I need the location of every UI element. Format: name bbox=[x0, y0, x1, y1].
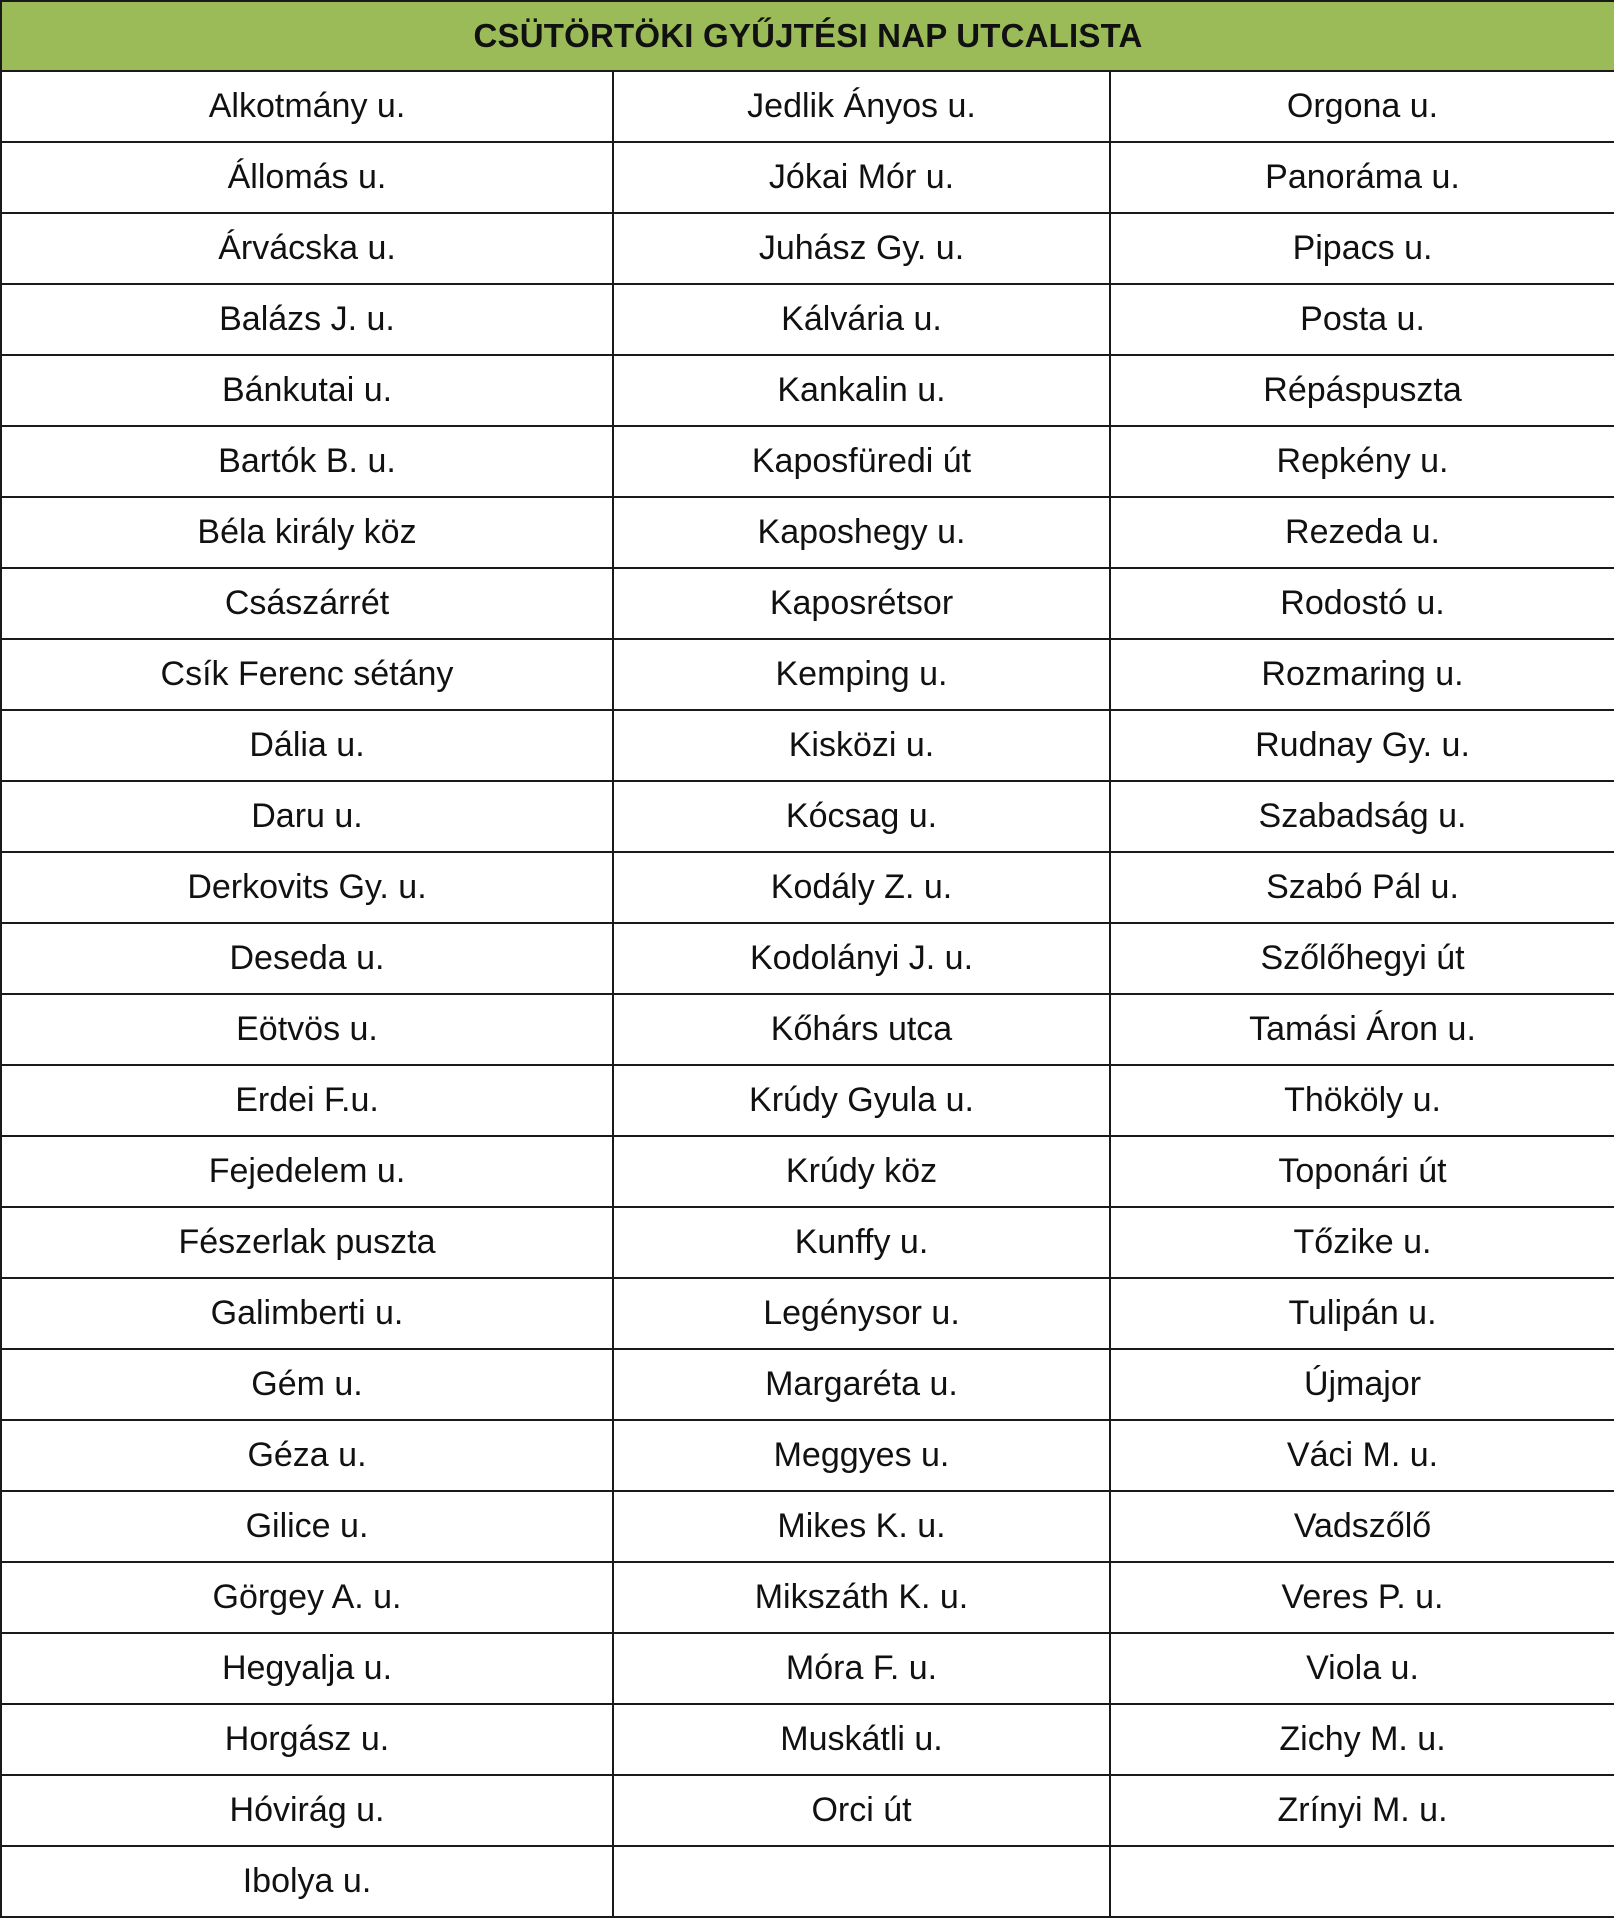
street-name-cell: Váci M. u. bbox=[1110, 1420, 1614, 1491]
header-row bbox=[1, 1, 1614, 71]
street-name-cell: Kisközi u. bbox=[613, 710, 1110, 781]
street-name-cell: Erdei F.u. bbox=[1, 1065, 613, 1136]
street-name-cell: Árvácska u. bbox=[1, 213, 613, 284]
street-name-cell: Orci út bbox=[613, 1775, 1110, 1846]
street-name-cell: Alkotmány u. bbox=[1, 71, 613, 142]
street-name-cell: Szőlőhegyi út bbox=[1110, 923, 1614, 994]
street-name-cell: Hóvirág u. bbox=[1, 1775, 613, 1846]
street-name-cell: Orgona u. bbox=[1110, 71, 1614, 142]
street-name-cell: Mikes K. u. bbox=[613, 1491, 1110, 1562]
street-name-cell: Rezeda u. bbox=[1110, 497, 1614, 568]
street-name-cell: Galimberti u. bbox=[1, 1278, 613, 1349]
street-name-cell: Zichy M. u. bbox=[1110, 1704, 1614, 1775]
street-name-cell: Újmajor bbox=[1110, 1349, 1614, 1420]
street-name-cell: Kócsag u. bbox=[613, 781, 1110, 852]
street-name-cell: Panoráma u. bbox=[1110, 142, 1614, 213]
street-name-cell: Toponári út bbox=[1110, 1136, 1614, 1207]
table-row bbox=[1, 1704, 1614, 1775]
street-name-cell: Rudnay Gy. u. bbox=[1110, 710, 1614, 781]
street-name-cell: Posta u. bbox=[1110, 284, 1614, 355]
street-name-cell: Szabadság u. bbox=[1110, 781, 1614, 852]
street-name-cell: Kodály Z. u. bbox=[613, 852, 1110, 923]
street-name-cell: Bartók B. u. bbox=[1, 426, 613, 497]
street-name-cell bbox=[613, 1846, 1110, 1917]
street-name-cell: Derkovits Gy. u. bbox=[1, 852, 613, 923]
street-name-cell: Gilice u. bbox=[1, 1491, 613, 1562]
street-name-cell: Császárrét bbox=[1, 568, 613, 639]
street-name-cell: Balázs J. u. bbox=[1, 284, 613, 355]
table-row bbox=[1, 1491, 1614, 1562]
street-name-cell: Horgász u. bbox=[1, 1704, 613, 1775]
street-name-cell: Móra F. u. bbox=[613, 1633, 1110, 1704]
table-row bbox=[1, 1633, 1614, 1704]
street-name-cell: Répáspuszta bbox=[1110, 355, 1614, 426]
table-row bbox=[1, 284, 1614, 355]
street-name-cell: Jedlik Ányos u. bbox=[613, 71, 1110, 142]
street-name-cell: Repkény u. bbox=[1110, 426, 1614, 497]
street-name-cell: Ibolya u. bbox=[1, 1846, 613, 1917]
table-row bbox=[1, 781, 1614, 852]
table-row bbox=[1, 1349, 1614, 1420]
table-row bbox=[1, 142, 1614, 213]
street-name-cell: Fészerlak puszta bbox=[1, 1207, 613, 1278]
street-name-cell: Eötvös u. bbox=[1, 994, 613, 1065]
street-name-cell: Kőhárs utca bbox=[613, 994, 1110, 1065]
table-row bbox=[1, 1278, 1614, 1349]
street-name-cell: Bánkutai u. bbox=[1, 355, 613, 426]
street-name-cell: Hegyalja u. bbox=[1, 1633, 613, 1704]
table-title: CSÜTÖRTÖKI GYŰJTÉSI NAP UTCALISTA bbox=[1, 1, 1614, 71]
street-name-cell: Tamási Áron u. bbox=[1110, 994, 1614, 1065]
street-name-cell: Deseda u. bbox=[1, 923, 613, 994]
table-row bbox=[1, 639, 1614, 710]
street-name-cell: Kálvária u. bbox=[613, 284, 1110, 355]
street-name-cell: Kaposrétsor bbox=[613, 568, 1110, 639]
table-row bbox=[1, 1207, 1614, 1278]
street-name-cell: Kunffy u. bbox=[613, 1207, 1110, 1278]
street-name-cell: Fejedelem u. bbox=[1, 1136, 613, 1207]
street-name-cell: Görgey A. u. bbox=[1, 1562, 613, 1633]
street-name-cell: Daru u. bbox=[1, 781, 613, 852]
street-name-cell: Gém u. bbox=[1, 1349, 613, 1420]
street-name-cell: Állomás u. bbox=[1, 142, 613, 213]
table-row bbox=[1, 1562, 1614, 1633]
table-row bbox=[1, 1846, 1614, 1917]
table-row bbox=[1, 710, 1614, 781]
table-row bbox=[1, 923, 1614, 994]
street-name-cell: Jókai Mór u. bbox=[613, 142, 1110, 213]
street-name-cell: Rozmaring u. bbox=[1110, 639, 1614, 710]
street-name-cell: Zrínyi M. u. bbox=[1110, 1775, 1614, 1846]
street-name-cell: Veres P. u. bbox=[1110, 1562, 1614, 1633]
table-row bbox=[1, 1775, 1614, 1846]
table-row bbox=[1, 852, 1614, 923]
street-name-cell: Kaposfüredi út bbox=[613, 426, 1110, 497]
street-name-cell: Viola u. bbox=[1110, 1633, 1614, 1704]
street-name-cell: Muskátli u. bbox=[613, 1704, 1110, 1775]
street-name-cell: Kankalin u. bbox=[613, 355, 1110, 426]
street-name-cell: Béla király köz bbox=[1, 497, 613, 568]
street-name-cell: Legénysor u. bbox=[613, 1278, 1110, 1349]
street-name-cell: Krúdy köz bbox=[613, 1136, 1110, 1207]
street-name-cell: Rodostó u. bbox=[1110, 568, 1614, 639]
table-row bbox=[1, 1420, 1614, 1491]
street-name-cell: Kaposhegy u. bbox=[613, 497, 1110, 568]
street-rows bbox=[1, 71, 1614, 1917]
street-name-cell: Krúdy Gyula u. bbox=[613, 1065, 1110, 1136]
street-name-cell: Juhász Gy. u. bbox=[613, 213, 1110, 284]
street-name-cell: Géza u. bbox=[1, 1420, 613, 1491]
street-name-cell: Csík Ferenc sétány bbox=[1, 639, 613, 710]
street-name-cell: Pipacs u. bbox=[1110, 213, 1614, 284]
street-name-cell: Margaréta u. bbox=[613, 1349, 1110, 1420]
table-row bbox=[1, 426, 1614, 497]
street-name-cell: Tőzike u. bbox=[1110, 1207, 1614, 1278]
street-name-cell: Szabó Pál u. bbox=[1110, 852, 1614, 923]
table-row bbox=[1, 1065, 1614, 1136]
street-name-cell: Meggyes u. bbox=[613, 1420, 1110, 1491]
street-name-cell: Kodolányi J. u. bbox=[613, 923, 1110, 994]
table-row bbox=[1, 71, 1614, 142]
table-row bbox=[1, 213, 1614, 284]
street-name-cell: Tulipán u. bbox=[1110, 1278, 1614, 1349]
table-row bbox=[1, 1136, 1614, 1207]
street-name-cell bbox=[1110, 1846, 1614, 1917]
table-row bbox=[1, 497, 1614, 568]
street-name-cell: Dália u. bbox=[1, 710, 613, 781]
street-name-cell: Kemping u. bbox=[613, 639, 1110, 710]
table-row bbox=[1, 568, 1614, 639]
street-name-cell: Thököly u. bbox=[1110, 1065, 1614, 1136]
street-name-cell: Mikszáth K. u. bbox=[613, 1562, 1110, 1633]
street-name-cell: Vadszőlő bbox=[1110, 1491, 1614, 1562]
table-row bbox=[1, 355, 1614, 426]
table-row bbox=[1, 994, 1614, 1065]
